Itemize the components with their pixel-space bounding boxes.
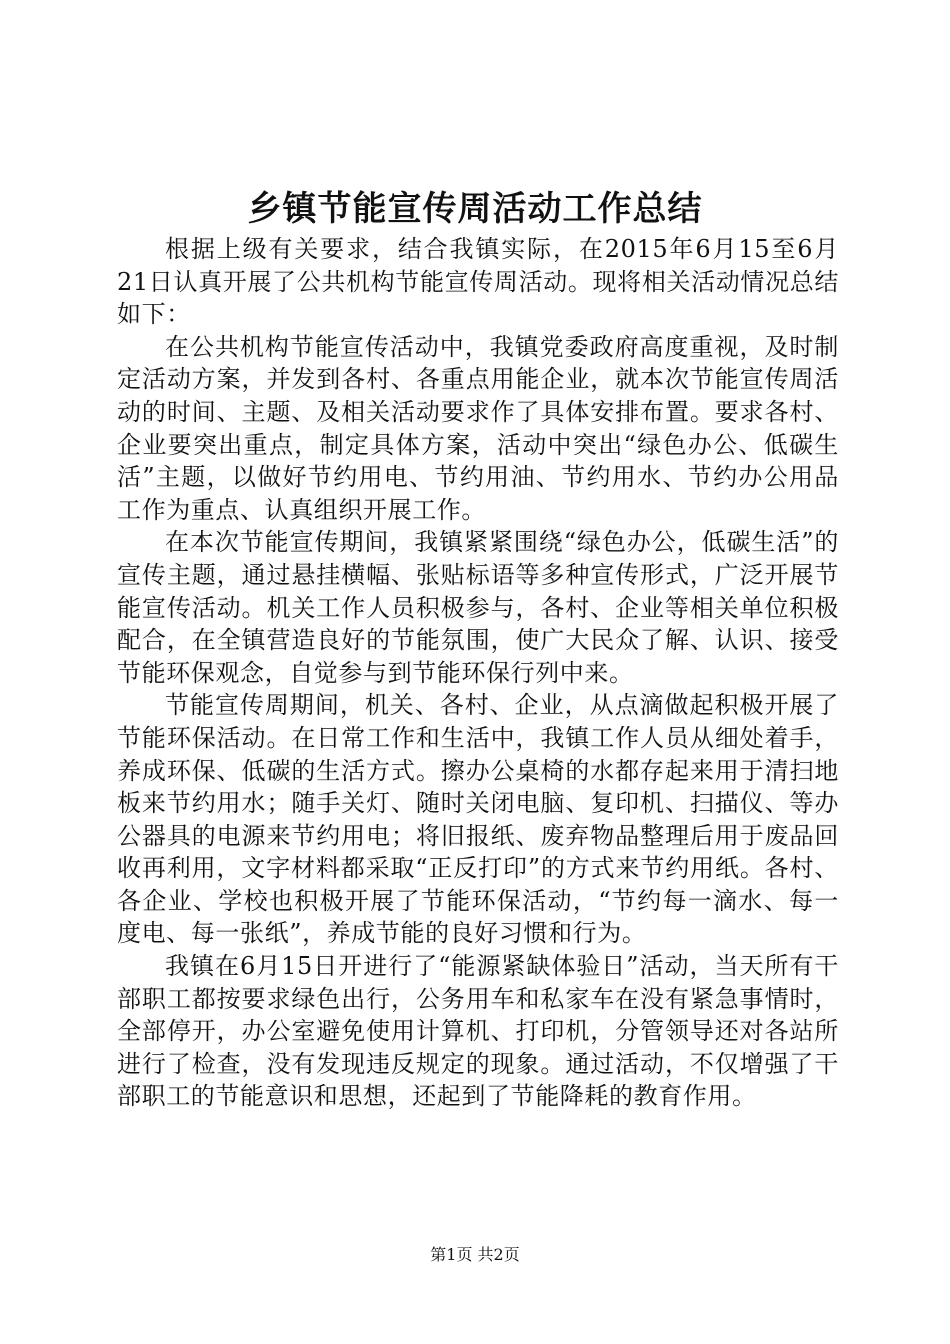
document-title: 乡镇节能宣传周活动工作总结 — [247, 189, 703, 229]
paragraph-publicity: 在本次节能宣传期间，我镇紧紧围绕“绿色办公，低碳生活”的宣传主题，通过悬挂横幅、张贴标语等多种宣传形式，广泛开展节能宣传活动。机关工作人员积极参与，各村、企业等相关单位积极配合，在全镇营造良好的节能氛围，使广大民众了解、认识、接受节能环保观念，自觉参与到节能环保行列中来。 — [117, 528, 839, 687]
document-body — [117, 233, 839, 1113]
paragraph-intro: 根据上级有关要求，结合我镇实际，在2015年6月15至6月21日认真开展了公共机构节能宣传周活动。现将相关活动情况总结如下： — [117, 235, 839, 329]
page-footer: 第1页 共2页 — [430, 1245, 520, 1264]
paragraph-experience-day: 我镇在6月15日开进行了“能源紧缺体验日”活动，当天所有干部职工都按要求绿色出行，公务用车和私家车在没有紧急事情时，全部停开，办公室避免使用计算机、打印机，分管领导还对各站所进行了检查，没有发现违反规定的现象。通过活动，不仅增强了干部职工的节能意识和思想，还起到了节能降耗的教育作用。 — [117, 952, 839, 1111]
paragraph-planning: 在公共机构节能宣传活动中，我镇党委政府高度重视，及时制定活动方案，并发到各村、各重点用能企业，就本次节能宣传周活动的时间、主题、及相关活动要求作了具体安排布置。要求各村、企业要突出重点，制定具体方案，活动中突出“绿色办公、低碳生活”主题，以做好节约用电、节约用油、节约用水、节约办公用品工作为重点、认真组织开展工作。 — [117, 332, 839, 524]
paragraph-activities: 节能宣传周期间，机关、各村、企业，从点滴做起积极开展了节能环保活动。在日常工作和生活中，我镇工作人员从细处着手，养成环保、低碳的生活方式。擦办公桌椅的水都存起来用于清扫地板来节约用水；随手关灯、随时关闭电脑、复印机、扫描仪、等办公器具的电源来节约用电；将旧报纸、废弃物品整理后用于废品回收再利用，文字材料都采取“正反打印”的方式来节约用纸。各村、各企业、学校也积极开展了节能环保活动，“节约每一滴水、每一度电、每一张纸”，养成节能的良好习惯和行为。 — [117, 691, 839, 948]
